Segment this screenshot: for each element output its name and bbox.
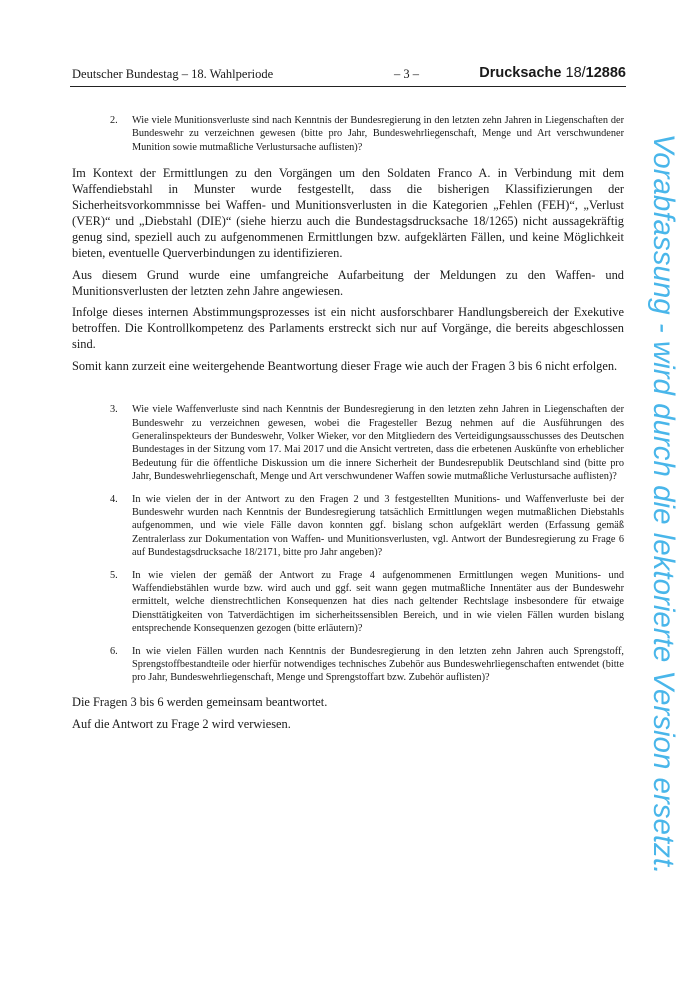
printed-paper-number (479, 65, 626, 81)
page-header (70, 67, 626, 85)
answer-paragraph: Die Fragen 3 bis 6 werden gemeinsam beantwortet. (72, 694, 328, 709)
question-text: Wie viele Waffenverluste sind nach Kenntnis der Bundesregierung in den letzten zehn Jahren in Liegenschaften der Bundeswehr zu verzeichnen gewesen, wobei die Fragesteller Bezug nehmen auf die Ausführungen des Generalinspekteurs der Bundeswehr, Volker Wieker, vor den Mitgliedern des Verteidigungsausschusses des Deutschen Bundestages in der Sitzung vom 17. Mai 2017 und die Ansicht vertreten, dass die erbetenen Auskünfte von erheblicher Bedeutung für die öffentliche Diskussion um die innere Sicherheit der Bundesrepublik Deutschland sind (bitte pro Jahr, Bundeswehrliegenschaft, Menge und Art verschwundener Waffen sowie mutmaßliche Verlustursache auflisten)? (132, 404, 624, 483)
printed-paper-prefix: 18/ (565, 65, 586, 81)
answer-paragraph: Auf die Antwort zu Frage 2 wird verwiesen. (72, 716, 291, 731)
answer-paragraph: Aus diesem Grund wurde eine umfangreiche Aufarbeitung der Meldungen zu den Waffen- und Munitionsverlusten der letzten zehn Jahre angewiesen. (72, 267, 624, 298)
question-6 (110, 645, 624, 685)
question-text: In wie vielen Fällen wurden nach Kenntnis der Bundesregierung in den letzten zehn Jahren auch Sprengstoff, Sprengstoffbestandteile oder hierfür notwendiges technisches Zubehör aus Bundeswehrliegenschaften entwendet (bitte pro Jahr, Bundeswehrliegenschaft, Menge und Sprengstoffart bzw. Zubehör auflisten)? (132, 645, 624, 684)
question-3 (110, 403, 624, 483)
question-text: In wie vielen der gemäß der Antwort zu Frage 4 aufgenommenen Ermittlungen wegen Munitions- und Waffendiebstählen wurde bzw. wird auch und ggf. seit wann gegen mutmaßliche Innentäter aus der Bundeswehr ermittelt, welche dienstrechtlichen Konsequenzen hat dies nach geltender Rechtslage insbesondere für etwaige Diensttätigkeiten von Tatverdächtigen im sicherheitssensiblen Bereich, und in wie vielen Fällen wurden bislang entsprechende Konsequenzen gezogen (bitte erläutern)? (132, 569, 624, 635)
header-rule (70, 86, 626, 87)
question-number: 4. (110, 493, 118, 505)
question-number: 2. (110, 115, 118, 126)
answer-paragraph: Somit kann zurzeit eine weitergehende Beantwortung dieser Frage wie auch der Fragen 3 bis 6 nicht erfolgen. (72, 359, 618, 374)
question-text: Wie viele Munitionsverluste sind nach Kenntnis der Bundesregierung in den letzten zehn Jahren in Liegenschaften der Bundeswehr zu verzeichnen gewesen (bitte pro Jahr, Bundeswehrliegenschaft, Menge und Art verschwundener Munition sowie mutmaßliche Verlustursache auflisten)? (132, 115, 624, 153)
question-2 (110, 114, 624, 154)
question-number: 3. (110, 404, 118, 416)
question-number: 6. (110, 645, 118, 657)
page-number: – 3 – (394, 67, 419, 81)
answer-paragraph: Infolge dieses internen Abstimmungsprozesses ist ein nicht ausforschbarer Handlungsbereich der Exekutive betroffen. Die Kontrollkompetenz des Parlaments erstreckt sich nur auf Vorgänge, die bereits abgeschlossen sind. (72, 305, 624, 352)
document-body (72, 114, 624, 733)
question-4 (110, 493, 624, 560)
printed-paper-label: Drucksache (479, 65, 562, 81)
draft-watermark (638, 107, 688, 901)
question-number: 5. (110, 569, 118, 581)
printed-paper-id: 12886 (585, 65, 626, 81)
parliament-period: Deutscher Bundestag – 18. Wahlperiode (72, 67, 274, 81)
answer-paragraph: Im Kontext der Ermittlungen zu den Vorgängen um den Soldaten Franco A. in Verbindung mit dem Waffendiebstahl in Munster wurde festgestellt, dass die bisherigen Klassifizierungen der Sicherheitsvorkommnisse bei Waffen- und Munitionsverlusten in die Kategorien „Fehlen (FEH)“, „Verlust (VER)“ und „Diebstahl (DIE)“ (siehe hierzu auch die Bundestagsdrucksache 18/1265) nicht aussagekräftig genug sind, speziell auch zu aufgenommenen Ermittlungen bzw. aufgeklärten Fällen, und keine Möglichkeit bieten, eventuelle Querverbindungen zu identifizieren. (72, 166, 624, 260)
question-text: In wie vielen der in der Antwort zu den Fragen 2 und 3 festgestellten Munitions- und Waffenverluste bei der Bundeswehr wurden nach Kenntnis der Bundesregierung tatsächlich Ermittlungen wegen mutmaßlichen Diebstahls aufgenommen, und wie viele Fälle davon konnten ggf. bislang schon aufgeklärt werden (Erfassung gemäß Zentralerlass zur Dokumentation von Waffen- und Munitionsverlusten, vgl. Antwort der Bundesregierung zu Frage 6 auf Bundestagsdrucksache 18/2171, bitte pro Jahr angeben)? (132, 493, 624, 559)
question-5 (110, 569, 624, 636)
watermark-text: Vorabfassung - wird durch die lektorierte Version ersetzt. (647, 133, 680, 875)
